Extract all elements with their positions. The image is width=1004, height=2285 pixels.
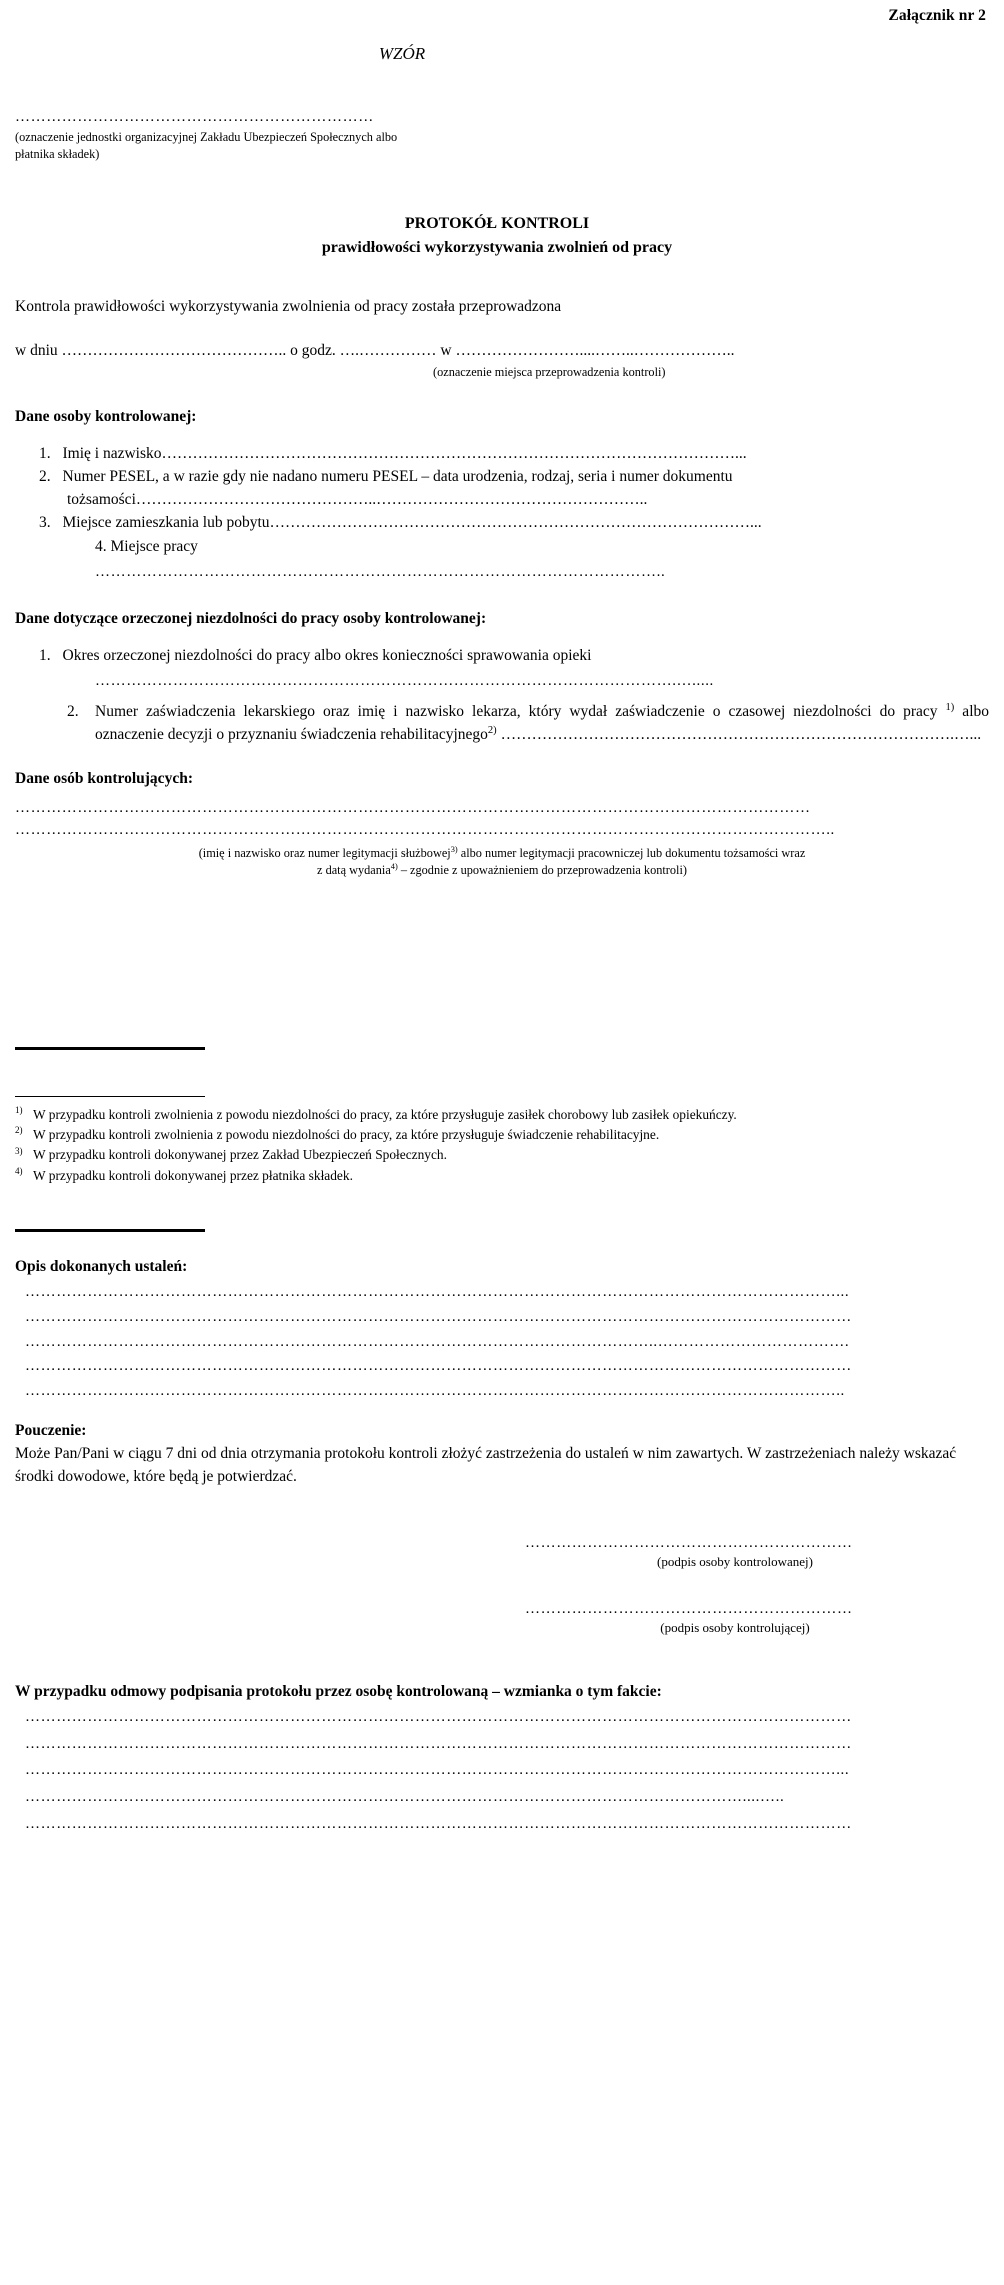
list-item-label: Miejsce zamieszkania lub pobytu <box>62 514 270 532</box>
list-item <box>15 535 989 558</box>
footnote-text: W przypadku kontroli zwolnienia z powodu niezdolności do pracy, za które przysługuje zasiłek chorobowy lub zasiłek opiekuńczy. <box>33 1106 737 1122</box>
list-item-blank[interactable]: ………………………………………………………………………………………………….…..... <box>95 673 714 689</box>
list-item-number: 2. <box>39 467 51 485</box>
signature-caption: (podpis osoby kontrolowanej) <box>657 1554 813 1570</box>
findings-blank-line[interactable]: ………………………………………………………………………………………………………………………………………….. <box>25 1384 845 1400</box>
list-item <box>15 700 989 747</box>
refusal-blank-line[interactable]: …………………………………………………………………………………………………………………………....….. <box>25 1790 785 1806</box>
refusal-blank-line[interactable]: …………………………………………………………………………………………………………………………………………… <box>25 1736 852 1752</box>
footnote-ref-1[interactable]: 1) <box>945 701 955 713</box>
date-blank[interactable]: …………………………………….. <box>61 341 287 359</box>
list-item <box>15 511 989 534</box>
signature-caption: (podpis osoby kontrolującej) <box>660 1619 810 1635</box>
footnote-ref-3[interactable]: 3) <box>450 844 458 854</box>
signature-line[interactable]: ……………………………………………………… <box>525 1536 853 1552</box>
refusal-blank-line[interactable]: …………………………………………………………………………………………………………………………………………… <box>25 1709 852 1725</box>
place-blank[interactable]: ……………………....……..……………….. <box>455 341 735 359</box>
list-item-number: 3. <box>39 514 51 532</box>
refusal-blank-line[interactable]: …………………………………………………………………………………………………………………………………………… <box>25 1816 852 1832</box>
list-item-label: Imię i nazwisko <box>62 444 162 462</box>
footnote-item: $^{4)}$ W przypadku kontroli dokonywanej przez płatnika składek. <box>15 1166 353 1183</box>
findings-blank-line[interactable]: …………………………………………………………………………………………………………………………………………… <box>25 1359 852 1375</box>
list-item <box>15 644 989 667</box>
list-item-label: Miejsce pracy <box>110 537 198 555</box>
issuing-unit-blank[interactable]: …………………………………………………………… <box>15 110 374 125</box>
signature-block-inspector <box>525 1602 945 1636</box>
inspectors-caption-text2: albo numer legitymacji pracowniczej lub dokumentu tożsamości wraz <box>457 845 806 860</box>
findings-blanks <box>15 1285 989 1400</box>
list-item-number: 1. <box>39 646 51 664</box>
list-item-number: 2. <box>67 702 79 720</box>
issuing-unit-caption-line2: płatnika składek) <box>15 147 100 162</box>
footnote-text: W przypadku kontroli zwolnienia z powodu niezdolności do pracy, za które przysługuje świadczenie rehabilitacyjne. <box>33 1126 660 1142</box>
findings-blank-line[interactable]: …………………………………………………………………………………………………………..………………………………. <box>25 1334 850 1350</box>
list-item-label: Numer PESEL, a w razie gdy nie nadano numeru PESEL – data urodzenia, rodzaj, seria i numer dokumentu tożsamości <box>62 467 733 509</box>
specimen-label: WZÓR <box>378 44 426 63</box>
issuing-unit-caption-line1: (oznaczenie jednostki organizacyjnej Zakładu Ubezpieczeń Społecznych albo <box>15 129 398 144</box>
section-heading-refusal: W przypadku odmowy podpisania protokołu przez osobę kontrolowaną – wzmianka o tym fakcie: <box>15 1682 662 1700</box>
document-title: PROTOKÓŁ KONTROLI <box>404 214 590 232</box>
place-prefix-label: w <box>440 341 452 359</box>
document-subtitle: prawidłowości wykorzystywania zwolnień od pracy <box>321 238 673 256</box>
inspectors-caption-line1 <box>15 845 989 862</box>
list-item-blank[interactable]: …………………………………………………………………………………………………... <box>161 444 747 462</box>
footnote-item: $^{3)}$ W przypadku kontroli dokonywanej przez Zakład Ubezpieczeń Społecznych. <box>15 1145 447 1163</box>
controlled-person-list <box>15 442 989 581</box>
signature-block-controlled-person <box>525 1536 945 1570</box>
footnote-ref-2[interactable]: 2) <box>487 724 497 736</box>
list-item-number: 1. <box>39 444 51 462</box>
inspectors-caption-text3: z datą wydania <box>317 863 391 878</box>
list-item-number: 4. <box>95 537 107 555</box>
section-heading-instruction: Pouczenie: <box>15 1421 87 1439</box>
findings-blank-line[interactable]: …………………………………………………………………………………………………………………………………………… <box>25 1309 852 1325</box>
inspectors-blanks <box>15 801 989 839</box>
inspector-blank-line-1[interactable]: ……………………………………………………………………………………………………………………………………… <box>15 801 811 817</box>
page-separator-rule-top <box>15 1047 205 1050</box>
findings-blank-line[interactable]: …………………………………………………………………………………………………………………………………………... <box>25 1285 850 1301</box>
footnote-item: $^{1)}$ W przypadku kontroli zwolnienia z powodu niezdolności do pracy, za które przysługuje zasiłek chorobowy lub zasiłek opiekuńczy. <box>15 1105 737 1122</box>
instruction-text: Może Pan/Pani w ciągu 7 dni od dnia otrzymania protokołu kontroli złożyć zastrzeżenia do ustaleń w nim zawartych. W zastrzeżeniach należy wskazać środki dowodowe, które będą je potwierdzać. <box>15 1444 957 1486</box>
inspectors-caption-line2 <box>15 862 989 879</box>
date-place-line <box>15 339 989 362</box>
list-item-blank[interactable]: …………………………………………………………………………………... <box>269 514 762 532</box>
document-body <box>15 0 989 1844</box>
inspector-blank-line-2[interactable]: ………………………………………………………………………………………………………………………………………….. <box>15 822 835 838</box>
list-item-blank[interactable]: …………………………………………………………………………….…... <box>496 725 982 743</box>
footnote-ref-4[interactable]: 4) <box>390 861 398 871</box>
list-item-blank[interactable]: ……………………………………………………………………………………………….. <box>95 564 666 580</box>
list-item-label-cont: albo oznaczenie decyzji o przyznaniu świadczenia rehabilitacyjnego <box>95 702 989 743</box>
footnote-text: W przypadku kontroli dokonywanej przez płatnika składek. <box>33 1167 353 1183</box>
inspectors-caption-text4: – zgodnie z upoważnieniem do przeprowadzenia kontroli) <box>397 863 687 878</box>
signature-line[interactable]: ……………………………………………………… <box>525 1602 853 1618</box>
list-item-blank[interactable]: ………………………………………..…………………………………………….. <box>135 491 648 509</box>
date-prefix-label: w dniu <box>15 341 58 359</box>
footnote-separator-rule <box>15 1096 205 1097</box>
annex-label: Załącznik nr 2 <box>888 7 986 24</box>
section-heading-inspectors: Dane osób kontrolujących: <box>15 770 193 788</box>
section-heading-controlled-person: Dane osoby kontrolowanej: <box>15 407 197 425</box>
refusal-blanks <box>15 1710 989 1833</box>
footnote-text: W przypadku kontroli dokonywanej przez Zakład Ubezpieczeń Społecznych. <box>33 1147 447 1163</box>
list-item <box>15 465 989 512</box>
time-label: o godz. <box>290 341 336 359</box>
inspectors-caption-text1: (imię i nazwisko oraz numer legitymacji służbowej <box>198 845 451 860</box>
list-item-label: Numer zaświadczenia lekarskiego oraz imię i nazwisko lekarza, który wydał zaświadczenie o czasowej niezdolności do pracy <box>95 702 946 720</box>
list-item-label: Okres orzeczonej niezdolności do pracy albo okres konieczności sprawowania opieki <box>62 646 592 664</box>
place-caption: (oznaczenie miejsca przeprowadzenia kontroli) <box>433 365 666 380</box>
time-blank[interactable]: ….…………… <box>339 341 437 359</box>
list-item <box>15 442 989 465</box>
page-separator-rule-bottom <box>15 1229 205 1232</box>
intro-paragraph: Kontrola prawidłowości wykorzystywania zwolnienia od pracy została przeprowadzona <box>15 297 562 315</box>
section-heading-findings: Opis dokonanych ustaleń: <box>15 1258 188 1276</box>
footnote-item: $^{2)}$ W przypadku kontroli zwolnienia z powodu niezdolności do pracy, za które przysługuje świadczenie rehabilitacyjne. <box>15 1125 660 1142</box>
footnote-list <box>15 1105 989 1187</box>
incapacity-list <box>15 644 989 747</box>
section-heading-incapacity: Dane dotyczące orzeczonej niezdolności do pracy osoby kontrolowanej: <box>15 609 487 627</box>
refusal-blank-line[interactable]: …………………………………………………………………………………………………………………………………………... <box>25 1763 850 1779</box>
